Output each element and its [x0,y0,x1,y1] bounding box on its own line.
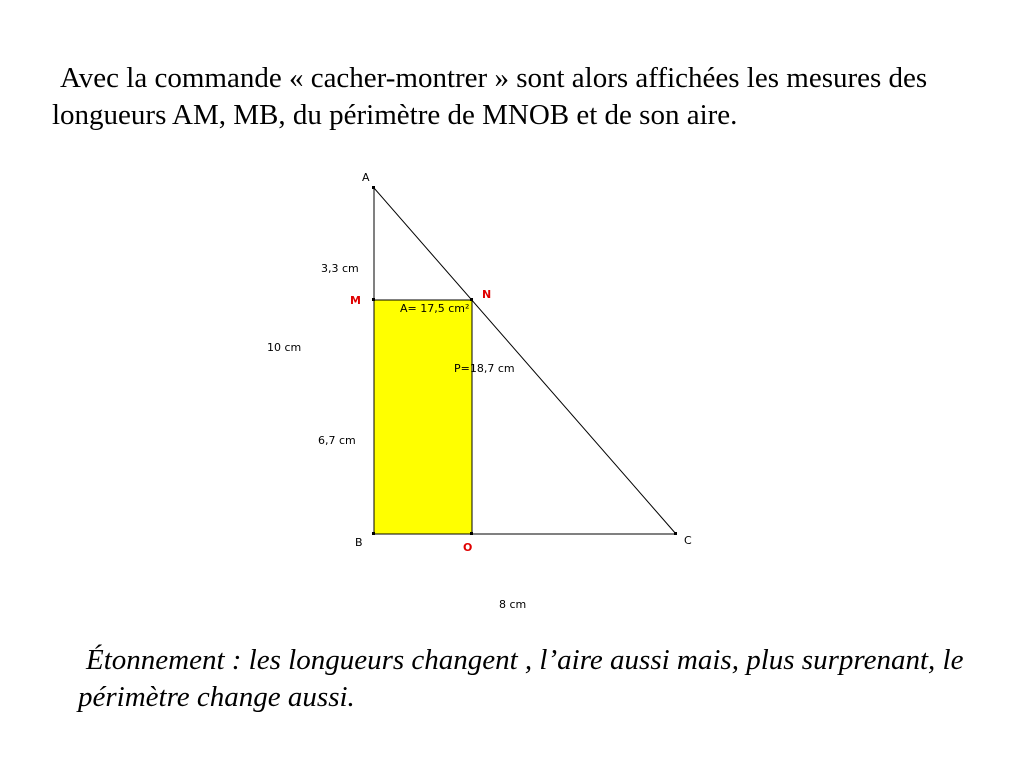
measure-area: A= 17,5 cm² [400,302,470,315]
point-marker-n [470,298,473,301]
point-label-c: C [684,534,692,547]
rectangle-mnob [374,300,472,534]
measure-am: 3,3 cm [321,262,359,275]
point-label-a: A [362,171,370,184]
point-label-o: O [463,541,473,554]
point-label-m: M [350,294,361,307]
point-label-b: B [355,536,363,549]
point-marker-m [372,298,375,301]
measure-bc: 8 cm [499,598,527,611]
point-marker-c [674,532,677,535]
measure-ab: 10 cm [267,341,302,354]
point-label-n: N [482,288,492,301]
point-marker-a [372,186,375,189]
measure-perimeter: P=18,7 cm [454,362,515,375]
measure-mb: 6,7 cm [318,434,356,447]
conclusion-paragraph: Étonnement : les longueurs changent , l’aire aussi mais, plus surprenant, le périmètre change aussi. [78,644,964,713]
intro-paragraph: Avec la commande « cacher-montrer » sont alors affichées les mesures des longueurs AM, MB, du périmètre de MNOB et de son aire. [52,62,928,131]
point-marker-o [470,532,473,535]
point-marker-b [372,532,375,535]
